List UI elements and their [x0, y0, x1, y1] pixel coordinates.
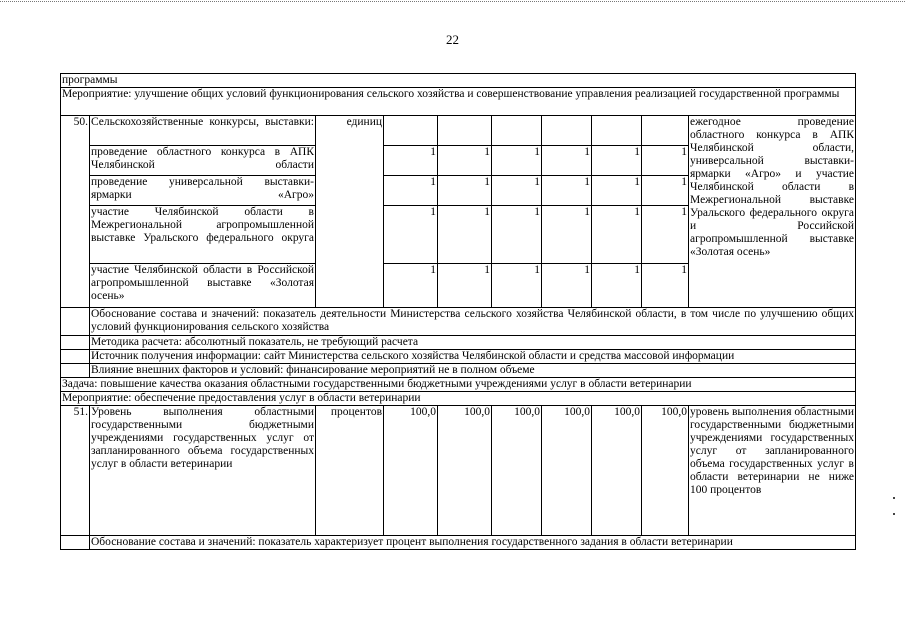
- value-cell: 1: [542, 264, 592, 308]
- table-row: [61, 536, 856, 550]
- task-row: Задача: повышение качества оказания областными государственными бюджетными учреждениями услуг в области ветеринарии: [61, 378, 856, 392]
- value-cell: 1: [642, 176, 689, 206]
- value-cell: 1: [592, 206, 642, 264]
- row-number: 51.: [61, 406, 90, 536]
- indicators-table: [60, 73, 856, 550]
- value-cell: 100,0: [492, 406, 542, 536]
- sub-item-label: проведение областного конкурса в АПК Челябинской области: [90, 146, 316, 176]
- programmy-cell: программы: [61, 74, 856, 88]
- page-number: 22: [446, 32, 459, 47]
- measure-2: Мероприятие: обеспечение предоставления услуг в области ветеринарии: [61, 392, 856, 406]
- value-cell: 100,0: [592, 406, 642, 536]
- value-cell: 1: [542, 206, 592, 264]
- value-cell: 100,0: [542, 406, 592, 536]
- value-cell: 100,0: [642, 406, 689, 536]
- table-row: [61, 406, 856, 536]
- justification: Обоснование состава и значений: показатель характеризует процент выполнения государственного задания в области ветеринарии: [90, 536, 856, 550]
- table-row: [61, 308, 856, 336]
- table-row: [61, 116, 856, 146]
- indicator-title: Сельскохозяйственные конкурсы, выставки:: [90, 116, 316, 146]
- value-cell: 1: [642, 206, 689, 264]
- value-cell: 100,0: [384, 406, 438, 536]
- value-cell: 1: [438, 264, 492, 308]
- top-dotted-line: [0, 1, 905, 2]
- expected-result: ежегодное проведение областного конкурса в АПК Челябинской области, универсальной выставки-ярмарки «Агро» и участие Челябинской области в Межрегиональной выставке Уральского федерального округа и Российской агропромышленной выставке «Золотая осень»: [689, 116, 856, 308]
- calculation-method: Методика расчета: абсолютный показатель, не требующий расчета: [90, 336, 856, 350]
- table-row: [61, 350, 856, 364]
- sub-item-label: проведение универсальной выставки-ярмарки «Агро»: [90, 176, 316, 206]
- info-source: Источник получения информации: сайт Министерства сельского хозяйства Челябинской области и средства массовой информации: [90, 350, 856, 364]
- value-cell: 1: [592, 176, 642, 206]
- value-cell: 1: [542, 146, 592, 176]
- table-row: [61, 88, 856, 116]
- table-row: [61, 364, 856, 378]
- value-cell: 1: [492, 206, 542, 264]
- value-cell: 1: [384, 264, 438, 308]
- sub-item-label: участие Челябинской области в Российской агропромышленной выставке «Золотая осень»: [90, 264, 316, 308]
- value-cell: 1: [438, 146, 492, 176]
- value-cell: 1: [492, 146, 542, 176]
- value-cell: 1: [384, 146, 438, 176]
- value-cell: 1: [384, 176, 438, 206]
- value-cell: 1: [542, 176, 592, 206]
- row-number: 50.: [61, 116, 90, 308]
- scan-mark: [893, 513, 895, 515]
- table-row: [61, 336, 856, 350]
- value-cell: 1: [642, 264, 689, 308]
- scan-mark: [893, 497, 895, 499]
- sub-item-label: участие Челябинской области в Межрегиональной агропромышленной выставке Уральского федерального округа: [90, 206, 316, 264]
- table-row: [61, 378, 856, 392]
- table-row: [61, 392, 856, 406]
- value-cell: 100,0: [438, 406, 492, 536]
- value-cell: 1: [492, 264, 542, 308]
- value-cell: 1: [438, 206, 492, 264]
- expected-result: уровень выполнения областными государственными бюджетными учреждениями государственных услуг от запланированного объема государственных услуг в области ветеринарии не ниже 100 процентов: [689, 406, 856, 536]
- measure-1: Мероприятие: улучшение общих условий функционирования сельского хозяйства и совершенствование управления реализацией государственной программы: [61, 88, 856, 116]
- value-cell: 1: [384, 206, 438, 264]
- unit-cell: единиц: [316, 116, 384, 308]
- value-cell: 1: [642, 146, 689, 176]
- external-factors: Влияние внешних факторов и условий: финансирование мероприятий не в полном объеме: [90, 364, 856, 378]
- value-cell: 1: [438, 176, 492, 206]
- value-cell: 1: [592, 264, 642, 308]
- unit-cell: процентов: [316, 406, 384, 536]
- table-row: [61, 74, 856, 88]
- indicator-title: Уровень выполнения областными государственными бюджетными учреждениями государственных услуг от запланированного объема государственных услуг в области ветеринарии: [90, 406, 316, 536]
- justification: Обоснование состава и значений: показатель деятельности Министерства сельского хозяйства Челябинской области, в том числе по улучшению общих условий функционирования сельского хозяйства: [90, 308, 856, 336]
- value-cell: 1: [492, 176, 542, 206]
- value-cell: 1: [592, 146, 642, 176]
